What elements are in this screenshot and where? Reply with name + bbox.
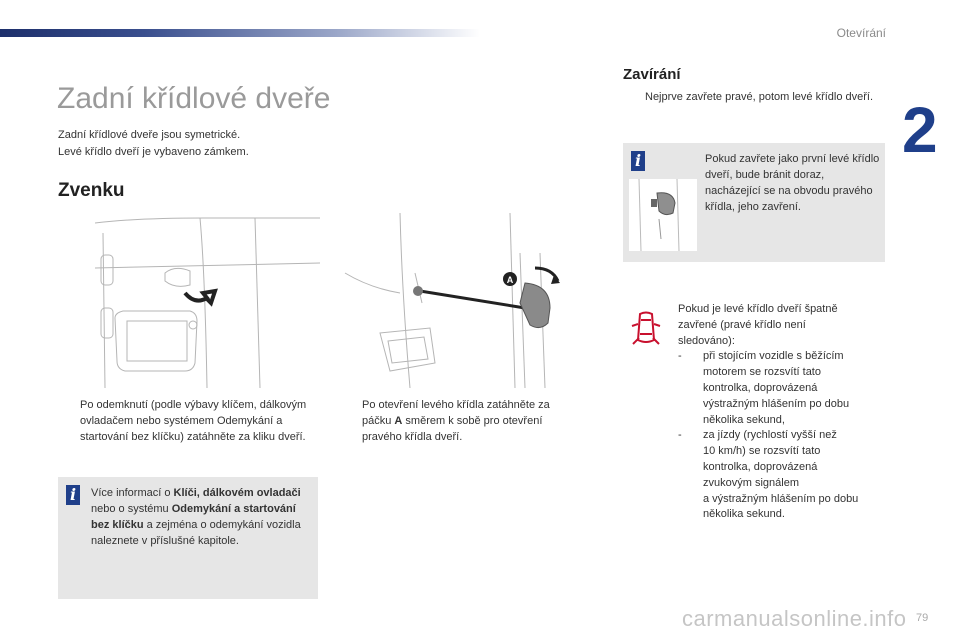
warning-text: Pokud je levé křídlo dveří špatně zavřené (pravé křídlo není sledováno): - při stojícím vozidle s běžícím motorem se rozsvítí tato kontrolka, doprovázená výstražným hlášením po dobu několika sekund, - za jízdy (rychlostí vyšší než 10 km/h) se rozsvítí tato kontrolka, doprovázená zvukovým signálem a výstražným hlášením po dobu několika sekund. xyxy=(678,302,883,523)
door-open-warning-icon xyxy=(630,310,662,346)
section-header: Otevírání xyxy=(836,26,886,40)
info-box-stop-text: Pokud zavřete jako první levé křídlo dveří, bude bránit doraz, nacházející se na obvodu pravého křídla, jeho zavření. xyxy=(705,153,880,213)
page-number: 79 xyxy=(916,612,929,624)
warning-item-stationary: - při stojícím vozidle s běžícím xyxy=(678,350,844,363)
label-a-text: A xyxy=(506,275,514,285)
header-gradient-bar xyxy=(0,29,480,37)
info-icon: i xyxy=(66,485,80,505)
intro-line-2: Levé křídlo dveří je vybaveno zámkem. xyxy=(58,146,249,158)
heading-zavirani: Zavírání xyxy=(623,66,681,83)
bullet-lever xyxy=(340,397,580,445)
watermark: carmanualsonline.info xyxy=(682,606,907,631)
heading-zvenku: Zvenku xyxy=(58,180,125,201)
bullet-close-order-text: Nejprve zavřete pravé, potom levé křídlo dveří. xyxy=(645,91,874,103)
door-handle-illustration xyxy=(95,213,320,388)
info-box-stop xyxy=(623,143,885,262)
bullet-close-order xyxy=(623,89,883,105)
intro-line-1: Zadní křídlové dveře jsou symetrické. xyxy=(58,129,241,141)
bullet-unlock-text: Po odemknutí (podle výbavy klíčem, dálkovým ovladačem nebo systémem Odemykání a startování bez klíčku) zatáhněte za kliku dveří. xyxy=(80,399,307,443)
info-icon: i xyxy=(631,151,645,171)
bullet-lever-text: Po otevření levého křídla zatáhněte za páčku A směrem k sobě pro otevření pravého křídla dveří. xyxy=(362,399,550,443)
door-stop-thumbnail xyxy=(629,179,697,251)
page-title: Zadní křídlové dveře xyxy=(57,82,331,116)
pull-arrow-icon xyxy=(185,291,215,303)
intro-text xyxy=(58,127,249,161)
warning-item-driving: - za jízdy (rychlostí vyšší než xyxy=(678,429,837,442)
info-box-keys-text: Více informací o Klíči, dálkovém ovladači nebo o systému Odemykání a startování bez klíčku a zejména o odemykání vozidla naleznete v příslušné kapitole. xyxy=(91,487,301,547)
info-box-keys xyxy=(58,477,318,599)
bullet-unlock xyxy=(58,397,308,445)
lever-a-illustration xyxy=(340,213,570,388)
chapter-number: 2 xyxy=(902,94,938,166)
